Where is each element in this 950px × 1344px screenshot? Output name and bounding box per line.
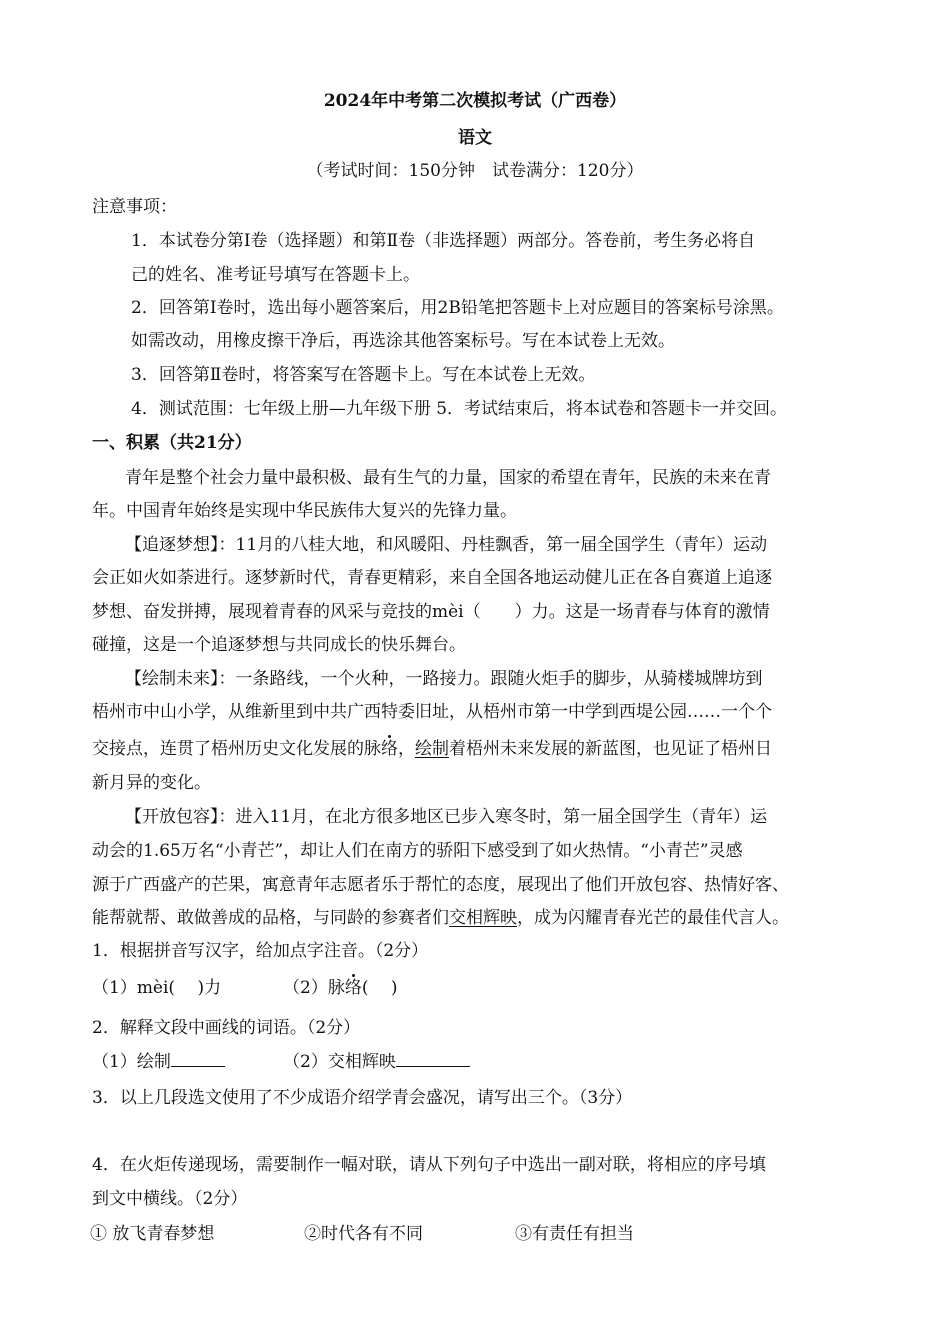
p1c-post: ）力。这是一场青春与体育的激情 [514,602,770,622]
exam-info: （考试时间：150分钟 试卷满分：120分） [306,161,644,181]
section-1-heading: 一、积累（共21分） [92,433,252,453]
note-1-line-2: 己的姓名、准考证号填写在答题卡上。 [131,265,420,285]
p2c-part-3: 着梧州未来发展的新蓝图，也见证了梧州日 [449,739,772,759]
paragraph-1-line-4: 碰撞，这是一个追逐梦想与共同成长的快乐舞台。 [92,635,466,655]
paragraph-3-line-3: 源于广西盛产的芒果，寓意青年志愿者乐于帮忙的态度，展现出了他们开放包容、热情好客、 [92,875,789,895]
question-2-item-1 [92,1050,225,1074]
option-2: ②时代各有不同 [304,1224,423,1244]
paragraph-3-line-1: 【开放包容】：进入11月，在北方很多地区已步入寒冬时，第一届全国学生（青年）运 [125,807,768,827]
underlined-jiaoxianghuiying: 交相辉映 [449,908,517,928]
note-3: 3．回答第Ⅱ卷时，将答案写在答题卡上。写在本试卷上无效。 [131,365,596,385]
dotted-char-luo: 络 [381,739,398,759]
q2-1-label: （1）绘制 [92,1052,171,1072]
question-2-item-2 [283,1050,470,1074]
paragraph-2-line-1: 【绘制未来】：一条路线，一个火种，一路接力。跟随火炬手的脚步，从骑楼城牌坊到 [125,669,763,689]
paragraph-2-line-2: 梧州市中山小学，从维新里到中共广西特委旧址，从梧州市第一中学到西堤公园……一个个 [92,702,772,722]
q1-2-prefix: （2）脉 [283,978,345,998]
p2c-part-1: 交接点，连贯了梧州历史文化发展的脉 [92,739,381,759]
q1-2-suffix: ( ) [361,978,398,998]
paragraph-1-line-3 [92,600,770,624]
question-4-line-1: 4．在火炬传递现场，需要制作一幅对联，请从下列句子中选出一副对联，将相应的序号填 [92,1155,766,1175]
intro-line-1: 青年是整个社会力量中最积极、最有生气的力量，国家的希望在青年，民族的未来在青 [125,468,771,488]
option-3: ③有责任有担当 [515,1224,634,1244]
paragraph-3-line-2: 动会的1.65万名“小青芒”，却让人们在南方的骄阳下感受到了如火热情。“小青芒”灵感 [92,841,743,861]
question-1-item-2 [283,976,398,1000]
answer-blank-jiaoxianghuiying[interactable] [396,1050,470,1067]
p3d-part-1: 能帮就帮、敢做善成的品格，与同龄的参赛者们 [92,908,449,928]
underlined-huizhi: 绘制 [415,739,449,759]
option-1: ① 放飞青春梦想 [90,1224,215,1244]
paragraph-1-line-2: 会正如火如荼进行。逐梦新时代，青春更精彩，来自全国各地运动健儿正在各自赛道上追逐 [92,568,772,588]
note-2-line-2: 如需改动，用橡皮擦干净后，再选涂其他答案标号。写在本试卷上无效。 [131,331,675,351]
dotted-char-luo-q: 络 [344,978,362,998]
paragraph-2-line-3 [92,737,772,761]
question-2: 2．解释文段中画线的词语。（2分） [92,1018,361,1038]
question-3: 3．以上几段选文使用了不少成语介绍学青会盛况，请写出三个。（3分） [92,1088,633,1108]
notes-heading: 注意事项： [92,197,177,217]
paragraph-2-line-4: 新月异的变化。 [92,773,211,793]
question-1: 1．根据拼音写汉字，给加点字注音。（2分） [92,941,429,961]
intro-line-2: 年。中国青年始终是实现中华民族伟大复兴的先锋力量。 [92,501,517,521]
p3d-part-2: ，成为闪耀青春光芒的最佳代言人。 [517,908,789,928]
p2c-part-2: ， [398,739,415,759]
paragraph-1-line-1: 【追逐梦想】：11月的八桂大地，和风暖阳、丹桂飘香，第一届全国学生（青年）运动 [125,535,768,555]
q2-2-label: （2）交相辉映 [283,1052,396,1072]
note-2-line-1: 2．回答第Ⅰ卷时，选出每小题答案后，用2B铅笔把答题卡上对应题目的答案标号涂黑。 [131,298,784,318]
note-4: 4．测试范围：七年级上册—九年级下册 5．考试结束后，将本试卷和答题卡一并交回。 [131,399,788,419]
question-1-item-1: （1）mèi( )力 [92,978,222,998]
p1c-pre: 梦想、奋发拼搏，展现着青春的风采与竞技的mèi（ [92,602,481,622]
question-4-line-2: 到文中横线。（2分） [92,1189,248,1209]
exam-subject: 语文 [458,128,492,148]
answer-blank-huizhi[interactable] [171,1050,225,1067]
exam-title: 2024年中考第二次模拟考试（广西卷） [323,91,627,111]
paragraph-3-line-4 [92,906,789,930]
note-1-line-1: 1．本试卷分第Ⅰ卷（选择题）和第Ⅱ卷（非选择题）两部分。答卷前，考生务必将自 [131,231,756,251]
